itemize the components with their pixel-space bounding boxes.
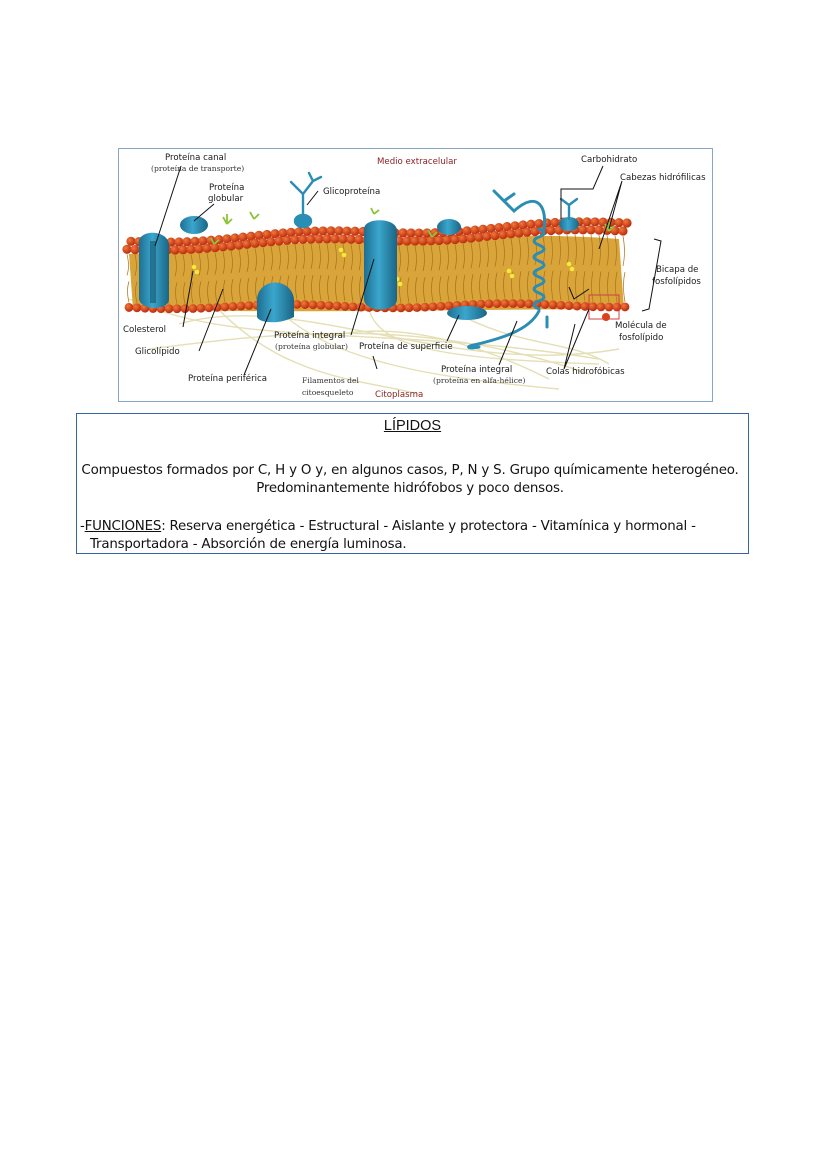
label-proteina-globular-1: Proteína (209, 183, 245, 193)
label-carbohidrato: Carbohidrato (581, 155, 638, 165)
label-molecula-1: Molécula de (615, 321, 667, 331)
lipids-description (80, 462, 740, 498)
label-glicoproteina: Glicoproteína (323, 187, 381, 197)
functions-prefix: - (80, 519, 85, 534)
label-proteina-integral-2-sub: (proteína en alfa-hélice) (433, 376, 526, 385)
label-proteina-integral-1-sub: (proteína globular) (275, 342, 348, 351)
label-proteina-canal: Proteína canal (165, 153, 227, 163)
protein-surface (447, 306, 487, 320)
lipids-functions-line-2: Transportadora - Absorción de energía luminosa. (90, 537, 407, 552)
label-cabezas-hidrofilicas: Cabezas hidrófilicas (620, 173, 706, 183)
label-colesterol: Colesterol (123, 325, 167, 335)
membrane-illustration (119, 149, 712, 401)
label-filamentos-1: Filamentos del (302, 376, 359, 385)
protein-integral-globular (364, 220, 397, 309)
label-proteina-periferica: Proteína periférica (188, 374, 268, 384)
label-molecula-2: fosfolípido (619, 333, 664, 343)
lipids-description-line-2: Predominantemente hidrófobos y poco densos. (256, 481, 564, 496)
label-colas-hidrofobicas: Colas hidrofóbicas (546, 367, 625, 377)
label-bicapa-2: fosfolípidos (652, 277, 701, 287)
functions-text-1: : Reserva energética - Estructural - Aislante y protectora - Vitamínica y hormonal - (161, 519, 696, 534)
label-glicolipido: Glicolípido (135, 347, 180, 357)
protein-canal (139, 233, 169, 308)
label-proteina-canal-sub: (proteína de transporte) (151, 164, 245, 173)
label-proteina-integral-2: Proteína integral (441, 365, 513, 375)
cell-membrane-diagram (118, 148, 713, 402)
lipids-functions-line-1 (80, 518, 742, 536)
label-proteina-globular-2: globular (208, 194, 244, 204)
lipids-functions (80, 518, 742, 554)
functions-label: FUNCIONES (84, 519, 162, 534)
label-proteina-superficie: Proteína de superficie (359, 342, 453, 352)
lipids-description-line-1: Compuestos formados por C, H y O y, en algunos casos, P, N y S. Grupo químicamente heterogéneo. (81, 463, 739, 478)
label-bicapa-1: Bicapa de (656, 265, 699, 275)
label-medio-extracelular: Medio extracelular (377, 157, 457, 167)
label-filamentos-2: citoesqueleto (302, 388, 354, 397)
label-proteina-integral-1: Proteína integral (274, 331, 346, 341)
lipids-title: LÍPIDOS (383, 418, 442, 434)
lipids-info-box (76, 413, 749, 554)
label-citoplasma: Citoplasma (375, 390, 424, 400)
protein-peripheral (257, 283, 294, 323)
